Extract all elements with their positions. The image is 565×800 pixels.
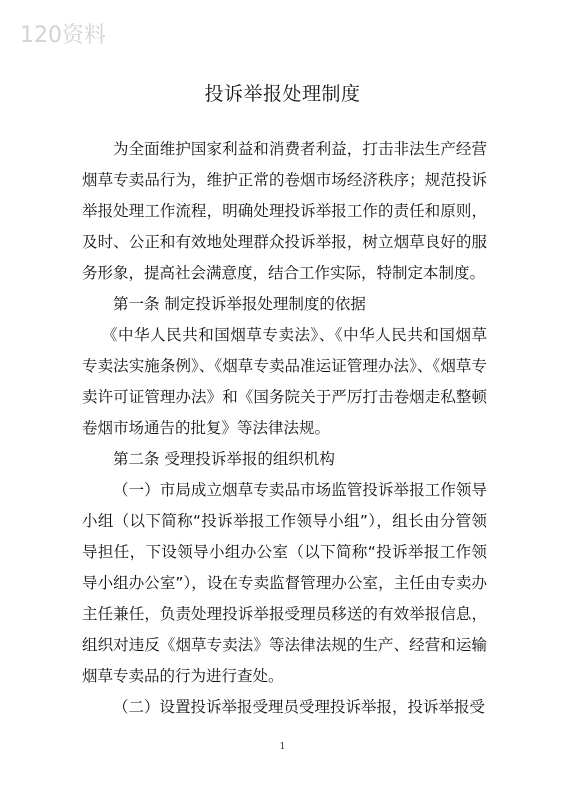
watermark: 120资料 bbox=[20, 23, 106, 48]
document-title: 投诉举报处理制度 bbox=[204, 83, 361, 105]
article-2-heading: 第二条 受理投诉举报的组织机构 bbox=[113, 450, 335, 468]
article-2-item-1: （一）市局成立烟草专卖品市场监管投诉举报工作领导小组（以下简称“投诉举报工作领导小组”），组长由分管领导担任，下设领导小组办公室（以下简称“投诉举报工作领导小组办公室”），设在专卖监督管理办公室，主任由专卖办主任兼任，负责处理投诉举报受理员移送的有效举报信息，组织对违反《烟草专卖法》等法律法规的生产、经营和运输烟草专卖品的行为进行查处。 bbox=[82, 481, 487, 685]
preamble-paragraph: 为全面维护国家利益和消费者利益，打击非法生产经营烟草专卖品行为，维护正常的卷烟市场经济秩序；规范投诉举报处理工作流程，明确处理投诉举报工作的责任和原则，及时、公正和有效地处理群众投诉举报，树立烟草良好的服务形象，提高社会满意度，结合工作实际，特制定本制度。 bbox=[82, 140, 487, 282]
page-number: 1 bbox=[279, 742, 286, 752]
article-1-heading: 第一条 制定投诉举报处理制度的依据 bbox=[113, 295, 366, 313]
article-2-item-2: （二）设置投诉举报受理员受理投诉举报，投诉举报受 bbox=[113, 698, 486, 716]
article-1-paragraph: 《中华人民共和国烟草专卖法》、《中华人民共和国烟草专卖法实施条例》、《烟草专卖品准运证管理办法》、《烟草专卖许可证管理办法》和《国务院关于严厉打击卷烟走私整顿卷烟市场通告的批复》等法律法规。 bbox=[82, 326, 487, 437]
document-body bbox=[82, 134, 487, 723]
